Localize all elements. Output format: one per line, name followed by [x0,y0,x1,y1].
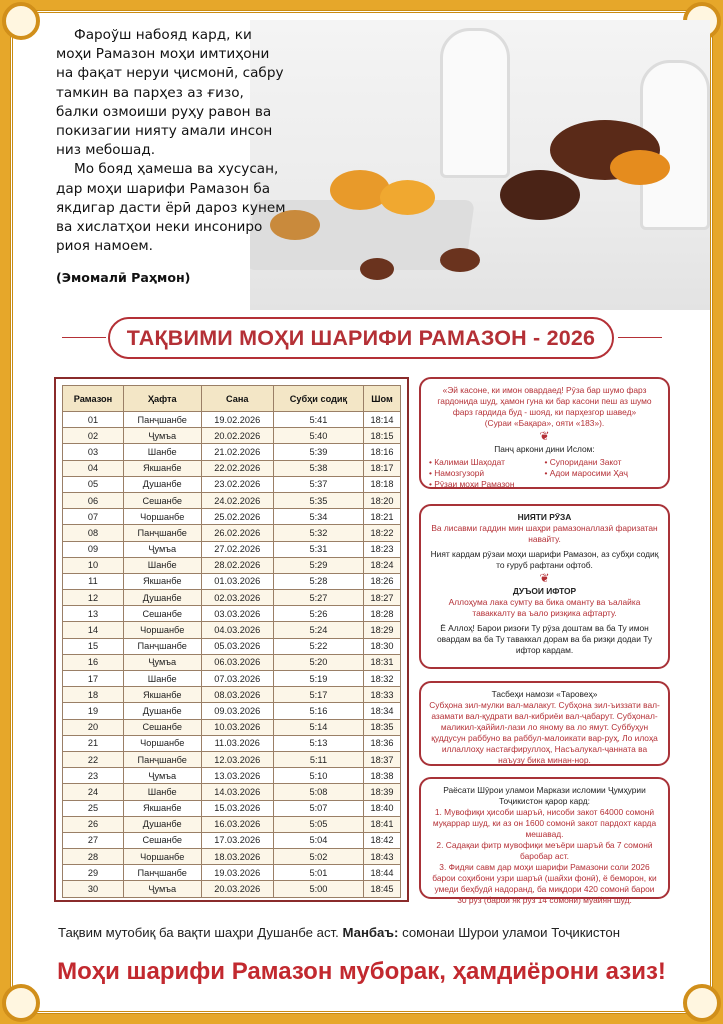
dua-translation: Ё Аллоҳ! Барои ризоғи Ту рӯза доштам ва ба Ту имон овардам ва ба Ту таваккал дорам ва ба ризқи додаи Ту ифтор кардам. [436,623,653,655]
table-row [63,832,401,848]
table-row [63,800,401,816]
table-cell: 5:28 [273,573,363,589]
table-cell: 01.03.2026 [201,573,273,589]
table-cell: 08.03.2026 [201,687,273,703]
table-cell: 5:10 [273,768,363,784]
table-cell: Панҷшанбе [123,412,201,428]
table-cell: 5:07 [273,800,363,816]
table-cell: 5:34 [273,509,363,525]
table-cell: 04 [63,460,124,476]
table-cell: 21.02.2026 [201,444,273,460]
table-cell: 5:13 [273,735,363,751]
list-item: 3. Фидяи савм дар моҳи шарифи Рамазони соли 2026 барои соҳибони узри шаръӣ (шайхи фонӣ), ё беморон, ки умеди беҳбудӣ надоранд, ба миқдори 420 сомонӣ барои 30 рӯз (барои як рӯз 14 сомонӣ) муайян шуд. [432,862,657,905]
table-cell: 12 [63,590,124,606]
table-cell: 22 [63,751,124,767]
column-header: Шом [363,386,400,412]
table-cell: 18:24 [363,557,400,573]
table-cell: 24.02.2026 [201,492,273,508]
corner-ornament-icon [2,2,40,40]
table-cell: Сешанбе [123,606,201,622]
table-cell: 18:29 [363,622,400,638]
table-cell: 5:40 [273,428,363,444]
table-cell: 18:28 [363,606,400,622]
verse-pillars-box [419,377,670,489]
table-cell: 18:18 [363,476,400,492]
table-cell: 19 [63,703,124,719]
table-cell: 5:35 [273,492,363,508]
table-cell: 06 [63,492,124,508]
apricot-shape [610,150,670,185]
pillars-list [429,457,660,490]
ornament-divider-icon: ❦ [539,571,550,585]
table-cell: 26.02.2026 [201,525,273,541]
table-cell: 05 [63,476,124,492]
table-cell: 26 [63,816,124,832]
table-cell: 18:33 [363,687,400,703]
footer-note-text: Тақвим мутобиқ ба вақти шаҳри Душанбе аст. [58,925,339,940]
table-cell: 08 [63,525,124,541]
table-row [63,751,401,767]
table-cell: 17.03.2026 [201,832,273,848]
table-row [63,768,401,784]
table-cell: Панҷшанбе [123,638,201,654]
ramadan-greeting: Моҳи шарифи Рамазон муборак, ҳамдиёрони азиз! [57,958,666,985]
table-cell: 5:17 [273,687,363,703]
table-cell: 5:00 [273,881,363,897]
table-cell: 5:24 [273,622,363,638]
table-cell: 18 [63,687,124,703]
table-cell: 23.02.2026 [201,476,273,492]
table-cell: 12.03.2026 [201,751,273,767]
niyat-title: НИЯТИ РӮЗА [517,512,572,522]
table-cell: 18:14 [363,412,400,428]
table-cell: 27.02.2026 [201,541,273,557]
table-cell: 5:41 [273,412,363,428]
table-cell: Шанбе [123,671,201,687]
table-cell: Душанбе [123,476,201,492]
table-cell: 02.03.2026 [201,590,273,606]
table-cell: 5:05 [273,816,363,832]
table-cell: Якшанбе [123,687,201,703]
table-row [63,590,401,606]
table-row [63,654,401,670]
table-cell: 06.03.2026 [201,654,273,670]
table-cell: 20.03.2026 [201,881,273,897]
table-cell: 15 [63,638,124,654]
corner-ornament-icon [2,984,40,1022]
column-header: Рамазон [63,386,124,412]
table-cell: 18:36 [363,735,400,751]
table-cell: Ҷумъа [123,768,201,784]
table-row [63,412,401,428]
table-row [63,719,401,735]
niyat-translation: Ният кардам рӯзаи моҳи шарифи Рамазон, аз субҳи содиқ то ғуруб рафтани офтоб. [430,549,659,570]
table-cell: Ҷумъа [123,428,201,444]
table-row [63,849,401,865]
lantern-icon [440,28,510,178]
apricot-shape [380,180,435,215]
title-banner [108,317,614,359]
table-cell: 19.03.2026 [201,865,273,881]
council-decision-box [419,777,670,905]
table-cell: Панҷшанбе [123,751,201,767]
table-cell: 5:01 [273,865,363,881]
ramadan-calendar-table [54,377,409,902]
table-cell: Сешанбе [123,719,201,735]
table-cell: 18:21 [363,509,400,525]
pillars-title: Панҷ аркони дини Ислом: [494,444,595,454]
table-cell: Шанбе [123,784,201,800]
table-header-row [63,386,401,412]
table-cell: 5:19 [273,671,363,687]
table-cell: 30 [63,881,124,897]
table-cell: 18:35 [363,719,400,735]
table-cell: Чоршанбе [123,622,201,638]
table-cell: 14.03.2026 [201,784,273,800]
table-cell: 18:41 [363,816,400,832]
table-cell: 18:32 [363,671,400,687]
corner-ornament-icon [683,984,721,1022]
date-shape [440,248,480,272]
table-cell: 10.03.2026 [201,719,273,735]
dua-arabic: Аллоҳума лака сумту ва бика оманту ва ъалайка таваккалту ва ъало ризқика афтарту. [448,597,641,618]
table-cell: 5:31 [273,541,363,557]
table-cell: 18:37 [363,751,400,767]
taravih-text: Субҳона зил-мулки вал-малакут. Субҳона зил-ъиззати вал-азамати вал-қудрати вал-кибриёи вал-ҷабарут. Субҳонал-маликил-ҳаййил-лази ло яному ва ло ямут. Суббуҳун қуддусун раббуно ва раббул-малоикати вар-руҳ, Ло илоҳа иллаллоҳу настағфируллоҳ, Насъалукал-ҷанната ва наъузу бика минан-нор. [429,700,660,765]
banner-line-right [618,337,662,338]
verse-source: (Сураи «Бақара», ояти «183»). [484,418,605,428]
table-row [63,735,401,751]
column-header: Субҳи содиқ [273,386,363,412]
table-row [63,881,401,897]
table-cell: 28 [63,849,124,865]
table-row [63,784,401,800]
footer-source-text: сомонаи Шурои уламои Тоҷикистон [402,925,621,940]
table-cell: 5:02 [273,849,363,865]
table-cell: Ҷумъа [123,881,201,897]
table-cell: 18:40 [363,800,400,816]
table-cell: 17 [63,671,124,687]
quote-paragraph-1: Фароўш набояд кард, ки моҳи Рамазон моҳи имтиҳони на фақат неруи ҷисмонӣ, сабру тамкин ва парҳез аз ғизо, балки озмоиши руҳу равон ва покизагии нияту амали инсон низ мебошад. [56,27,284,159]
table-cell: 18.03.2026 [201,849,273,865]
table-row [63,687,401,703]
table-cell: 18:45 [363,881,400,897]
table-cell: 5:29 [273,557,363,573]
dua-title: ДУЪОИ ИФТОР [512,586,577,596]
table-cell: Якшанбе [123,800,201,816]
list-item: • Калимаи Шаҳодат [429,457,505,467]
table-cell: 5:32 [273,525,363,541]
table-row [63,622,401,638]
table-row [63,557,401,573]
table-cell: 5:27 [273,590,363,606]
table-cell: 18:27 [363,590,400,606]
niyat-arabic: Ва лисавми гаддин мин шаҳри рамазоналлазӣ фаризатан навайту. [431,523,658,544]
table-cell: 28.02.2026 [201,557,273,573]
page-title: ТАҚВИМИ МОҲИ ШАРИФИ РАМАЗОН - 2026 [126,325,596,350]
table-cell: 19.02.2026 [201,412,273,428]
table-cell: 5:14 [273,719,363,735]
list-item: • Супоридани Закот [544,457,622,467]
table-cell: Душанбе [123,590,201,606]
table-cell: 11.03.2026 [201,735,273,751]
table-cell: 5:38 [273,460,363,476]
table-cell: 14 [63,622,124,638]
table-cell: 25 [63,800,124,816]
table-cell: 18:44 [363,865,400,881]
table-row [63,865,401,881]
table-cell: Чоршанбе [123,735,201,751]
table-cell: 16.03.2026 [201,816,273,832]
table-cell: Сешанбе [123,492,201,508]
table-cell: 10 [63,557,124,573]
table-cell: 01 [63,412,124,428]
table-cell: 04.03.2026 [201,622,273,638]
banner-line-left [62,337,106,338]
table-cell: 07.03.2026 [201,671,273,687]
table-row [63,509,401,525]
table-cell: Душанбе [123,816,201,832]
table-cell: Шанбе [123,557,201,573]
taravih-box [419,681,670,766]
table-row [63,428,401,444]
table-row [63,444,401,460]
table-cell: 5:20 [273,654,363,670]
table-cell: Панҷшанбе [123,525,201,541]
table-cell: 5:37 [273,476,363,492]
table-cell: 16 [63,654,124,670]
table-cell: 21 [63,735,124,751]
table-row [63,671,401,687]
table-row [63,638,401,654]
table-cell: 18:23 [363,541,400,557]
table-cell: 18:15 [363,428,400,444]
table-row [63,541,401,557]
table-cell: 23 [63,768,124,784]
table-cell: Якшанбе [123,460,201,476]
table-cell: Ҷумъа [123,541,201,557]
date-bowl [500,170,580,220]
council-intro: Раёсати Шӯрои уламои Маркази исломии Ҷумҳурии Тоҷикистон қарор кард: [443,785,646,806]
presidential-quote [56,26,286,288]
table-cell: 5:22 [273,638,363,654]
table-cell: 5:08 [273,784,363,800]
table-cell: 18:38 [363,768,400,784]
table-cell: Ҷумъа [123,654,201,670]
table-cell: 18:17 [363,460,400,476]
table-row [63,573,401,589]
table-cell: Чоршанбе [123,509,201,525]
table-cell: 20 [63,719,124,735]
table-row [63,460,401,476]
table-cell: 20.02.2026 [201,428,273,444]
table-cell: 02 [63,428,124,444]
niyat-dua-box [419,504,670,669]
table-cell: Панҷшанбе [123,865,201,881]
table-cell: 5:11 [273,751,363,767]
table-cell: 18:26 [363,573,400,589]
table-cell: 18:30 [363,638,400,654]
table-cell: 15.03.2026 [201,800,273,816]
table-cell: 07 [63,509,124,525]
table-cell: 13.03.2026 [201,768,273,784]
footer-note [58,925,698,940]
table-cell: 18:34 [363,703,400,719]
table-cell: Сешанбе [123,832,201,848]
table-cell: Чоршанбе [123,849,201,865]
table-cell: 5:04 [273,832,363,848]
table-cell: 5:26 [273,606,363,622]
taravih-title: Тасбеҳи намози «Таровеҳ» [491,689,598,699]
table-row [63,606,401,622]
table-row [63,703,401,719]
table-cell: 18:31 [363,654,400,670]
list-item: 1. Мувофиқи ҳисоби шаръӣ, нисоби закот 64000 сомонӣ муқаррар шуд, ки аз он 1600 сомонӣ закот пардохт карда мешавад. [432,807,657,839]
list-item: 2. Садақаи фитр мувофиқи меъёри шаръӣ ба 7 сомонӣ баробар аст. [436,840,653,861]
table-cell: 03 [63,444,124,460]
table-cell: 18:42 [363,832,400,848]
table-cell: 09 [63,541,124,557]
table-cell: 22.02.2026 [201,460,273,476]
column-header: Сана [201,386,273,412]
dates-dried-fruit-photo [250,20,710,310]
list-item: • Намозгузорӣ [429,468,485,478]
table-row [63,525,401,541]
table-cell: 09.03.2026 [201,703,273,719]
table-cell: 18:39 [363,784,400,800]
table-cell: 11 [63,573,124,589]
table-cell: Якшанбе [123,573,201,589]
ornament-divider-icon: ❦ [539,429,550,443]
table-row [63,476,401,492]
date-shape [360,258,394,280]
table-cell: 18:16 [363,444,400,460]
table-cell: Шанбе [123,444,201,460]
table-cell: 5:16 [273,703,363,719]
list-item: • Рӯзаи моҳи Рамазон [429,479,515,489]
table-row [63,492,401,508]
table-cell: 29 [63,865,124,881]
table-cell: 05.03.2026 [201,638,273,654]
table-row [63,816,401,832]
table-cell: 18:20 [363,492,400,508]
table-cell: 24 [63,784,124,800]
table-cell: 13 [63,606,124,622]
table-cell: 27 [63,832,124,848]
table-cell: 18:22 [363,525,400,541]
table-cell: 03.03.2026 [201,606,273,622]
footer-source-label: Манбаъ: [342,925,399,940]
table-cell: 18:43 [363,849,400,865]
table-cell: 25.02.2026 [201,509,273,525]
table-cell: Душанбе [123,703,201,719]
list-item: • Адои маросими Ҳаҷ [544,468,628,478]
quote-author: (Эмомалӣ Раҳмон) [56,270,191,286]
table-cell: 5:39 [273,444,363,460]
quran-verse: «Эй касоне, ки имон овардаед! Рӯза бар шумо фарз гардонида шуд, ҳамон гуна ки бар касони пеш аз шумо фарз гардида буд - шояд, ки парҳезгор шавед» [437,385,652,417]
quote-paragraph-2: Мо бояд ҳамеша ва хусусан, дар моҳи шарифи Рамазон ба якдигар дасти ёрӣ дароз кунем ва хислатҳои неки инсониро риоя намоем. [56,161,286,255]
column-header: Ҳафта [123,386,201,412]
